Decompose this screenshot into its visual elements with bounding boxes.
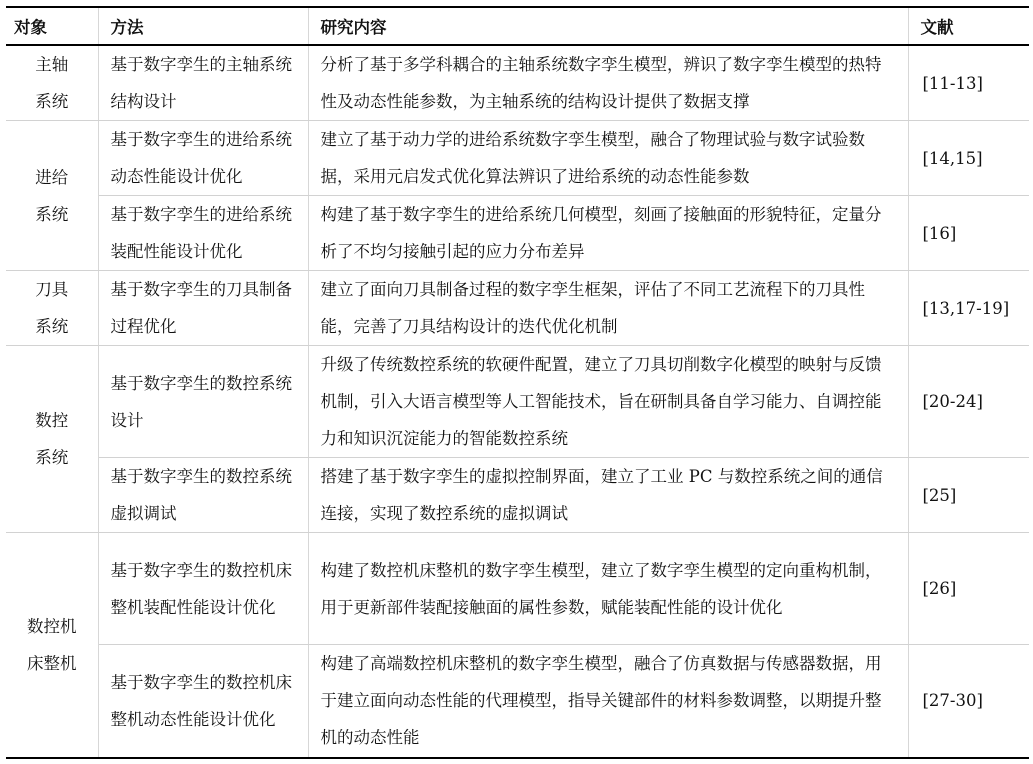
header-object: 对象 — [6, 7, 98, 45]
reference-cell: [25] — [908, 458, 1029, 533]
content-cell: 建立了面向刀具制备过程的数字孪生框架，评估了不同工艺流程下的刀具性能，完善了刀具结构设计的迭代优化机制 — [308, 271, 908, 346]
table-row — [6, 271, 1029, 346]
reference-cell: [14,15] — [908, 121, 1029, 196]
table-row — [6, 645, 1029, 758]
content-cell: 构建了基于数字孪生的进给系统几何模型，刻画了接触面的形貌特征，定量分析了不均匀接触引起的应力分布差异 — [308, 196, 908, 271]
content-cell: 搭建了基于数字孪生的虚拟控制界面，建立了工业 PC 与数控系统之间的通信连接，实现了数控系统的虚拟调试 — [308, 458, 908, 533]
object-cell: 数控机 床整机 — [6, 533, 98, 758]
reference-cell: [26] — [908, 533, 1029, 645]
content-cell: 升级了传统数控系统的软硬件配置，建立了刀具切削数字化模型的映射与反馈机制，引入大语言模型等人工智能技术，旨在研制具备自学习能力、自调控能力和知识沉淀能力的智能数控系统 — [308, 346, 908, 458]
object-cell: 主轴 系统 — [6, 45, 98, 121]
content-cell: 分析了基于多学科耦合的主轴系统数字孪生模型，辨识了数字孪生模型的热特性及动态性能参数，为主轴系统的结构设计提供了数据支撑 — [308, 45, 908, 121]
table-row — [6, 458, 1029, 533]
reference-cell: [27-30] — [908, 645, 1029, 758]
content-cell: 构建了高端数控机床整机的数字孪生模型，融合了仿真数据与传感器数据，用于建立面向动态性能的代理模型，指导关键部件的材料参数调整，以期提升整机的动态性能 — [308, 645, 908, 758]
table-row — [6, 121, 1029, 196]
object-cell: 刀具 系统 — [6, 271, 98, 346]
method-cell: 基于数字孪生的数控系统设计 — [98, 346, 308, 458]
method-cell: 基于数字孪生的刀具制备过程优化 — [98, 271, 308, 346]
table-row — [6, 45, 1029, 121]
content-cell: 构建了数控机床整机的数字孪生模型，建立了数字孪生模型的定向重构机制，用于更新部件装配接触面的属性参数，赋能装配性能的设计优化 — [308, 533, 908, 645]
method-cell: 基于数字孪生的数控系统虚拟调试 — [98, 458, 308, 533]
table-row — [6, 346, 1029, 458]
method-cell: 基于数字孪生的进给系统装配性能设计优化 — [98, 196, 308, 271]
reference-cell: [20-24] — [908, 346, 1029, 458]
reference-cell: [13,17-19] — [908, 271, 1029, 346]
reference-cell: [16] — [908, 196, 1029, 271]
object-cell: 进给 系统 — [6, 121, 98, 271]
content-cell: 建立了基于动力学的进给系统数字孪生模型，融合了物理试验与数字试验数据，采用元启发式优化算法辨识了进给系统的动态性能参数 — [308, 121, 908, 196]
table-row — [6, 533, 1029, 645]
header-method: 方法 — [98, 7, 308, 45]
header-content: 研究内容 — [308, 7, 908, 45]
method-cell: 基于数字孪生的数控机床整机动态性能设计优化 — [98, 645, 308, 758]
table-row — [6, 196, 1029, 271]
method-cell: 基于数字孪生的数控机床整机装配性能设计优化 — [98, 533, 308, 645]
method-cell: 基于数字孪生的进给系统动态性能设计优化 — [98, 121, 308, 196]
table-header-row — [6, 7, 1029, 45]
header-reference: 文献 — [908, 7, 1029, 45]
method-cell: 基于数字孪生的主轴系统结构设计 — [98, 45, 308, 121]
reference-cell: [11-13] — [908, 45, 1029, 121]
object-cell: 数控 系统 — [6, 346, 98, 533]
research-table — [6, 6, 1029, 759]
